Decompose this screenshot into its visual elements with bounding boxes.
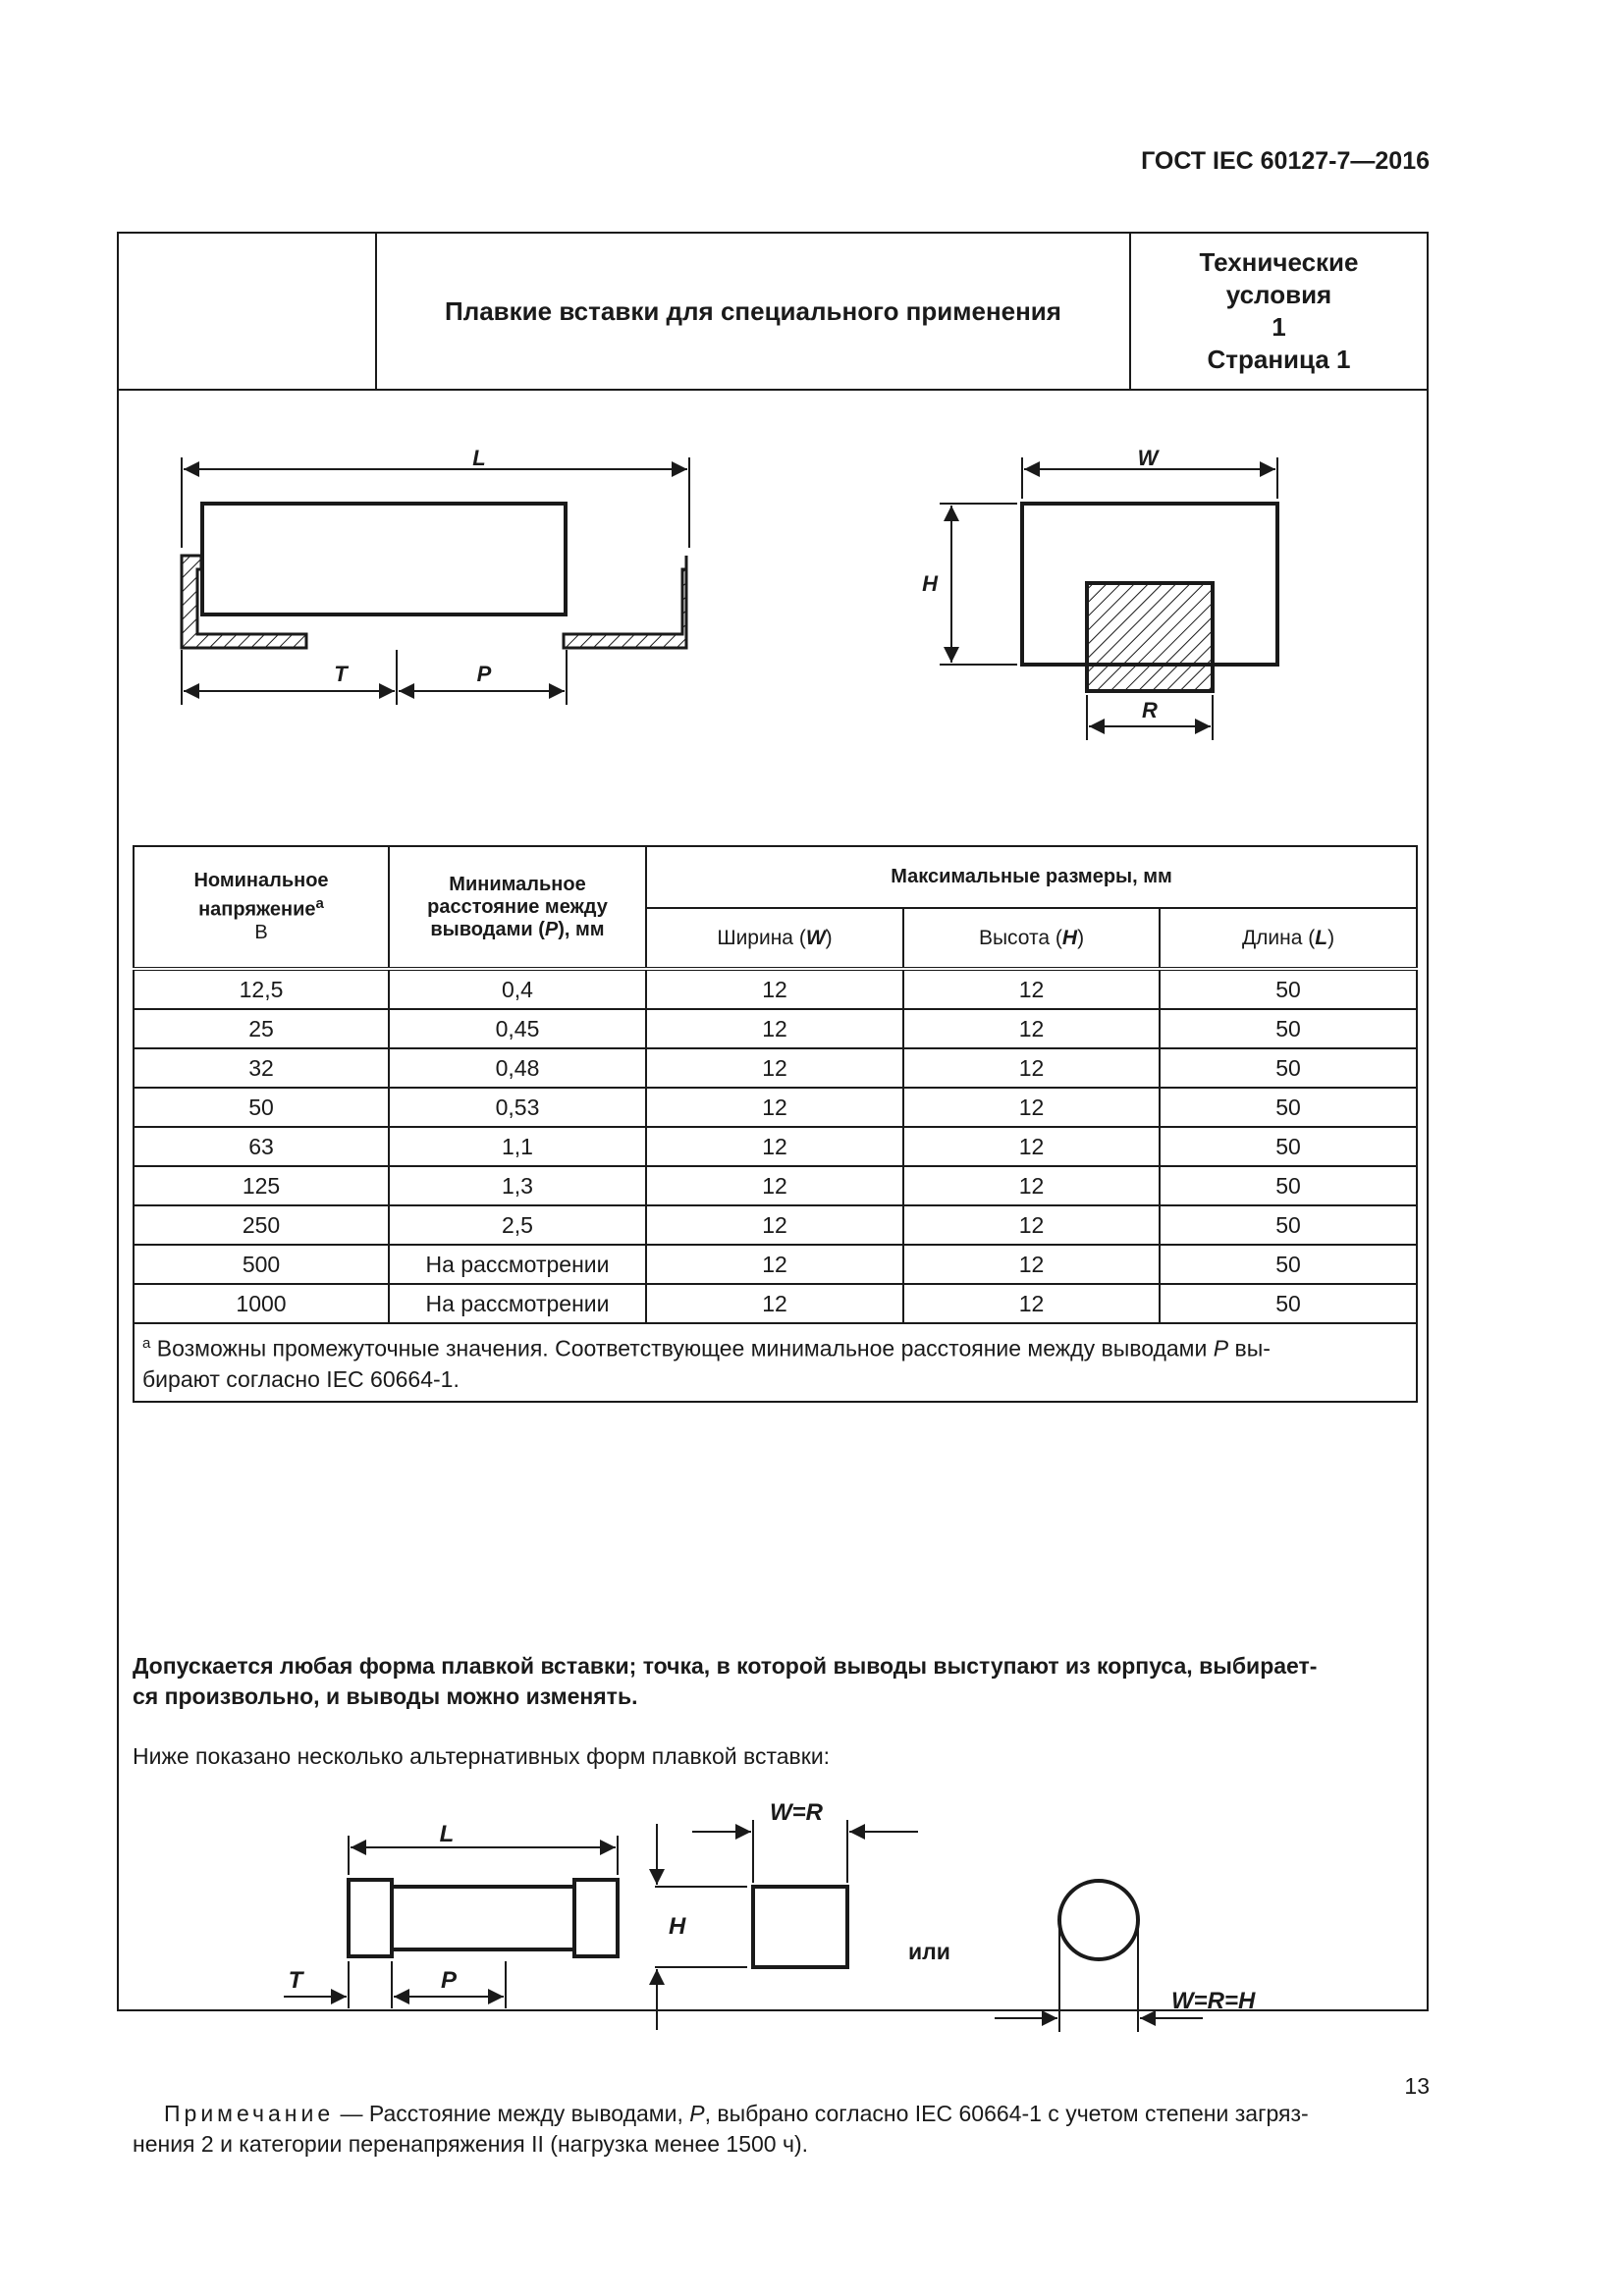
table-row: 500 На рассмотрении 12 12 50 <box>134 1245 1417 1284</box>
label-T: T <box>334 662 348 686</box>
document-frame <box>117 232 1429 2157</box>
alt-label-L: L <box>439 1821 455 1847</box>
col-voltage-header: Номинальное напряжение$^a$ В <box>134 846 389 969</box>
alt-label-H: H <box>669 1913 686 1940</box>
table-row: 125 1,3 12 12 50 <box>134 1166 1417 1205</box>
dimension-T-P <box>182 650 567 705</box>
alt-label-P: P <box>440 1967 458 1994</box>
label-R: R <box>1142 698 1158 722</box>
header-empty-cell <box>119 234 377 389</box>
col-width-header: Ширина (W) <box>646 908 903 969</box>
table-footnote: $^a$ Возможны промежуточные значения. Соответствующее минимальное расстояние между выводами P вы- бирают согласно IEC 60664-1. <box>134 1323 1417 1402</box>
label-W: W <box>1137 446 1159 470</box>
document-code: ГОСТ IEC 60127-7—2016 <box>1141 147 1430 175</box>
alt-label-T: T <box>288 1967 303 1994</box>
header-title: Плавкие вставки для специального применения <box>377 234 1131 389</box>
header-spec-cell <box>1131 234 1427 389</box>
alt-shape-square <box>753 1887 847 1967</box>
table-row: 50 0,53 12 12 50 <box>134 1088 1417 1127</box>
top-figure <box>119 391 1431 783</box>
col-height-header: Высота (H) <box>903 908 1160 969</box>
spec-page-label: Страница 1 <box>1207 345 1351 374</box>
alt-shape-cylinder <box>349 1880 618 1956</box>
page-number: 13 <box>1404 2073 1430 2099</box>
table-row: 25 0,45 12 12 50 <box>134 1009 1417 1048</box>
col-length-header: Длина (L) <box>1160 908 1417 969</box>
table-row: 32 0,48 12 12 50 <box>134 1048 1417 1088</box>
note-paragraph: Примечание — Расстояние между выводами, P, выбрано согласно IEC 60664-1 с учетом степени загряз- нения 2 и категории перенапряжения II (нагрузка менее 1500 ч). <box>133 2101 1309 2157</box>
label-L: L <box>472 446 486 470</box>
table-footnote-row <box>134 1323 1417 1402</box>
alt-label-WRH: W=R=H <box>1171 1988 1256 2014</box>
alt-label-WR: W=R <box>770 1799 823 1826</box>
side-view-body <box>202 504 566 614</box>
table-row: 1000 На рассмотрении 12 12 50 <box>134 1284 1417 1323</box>
spec-line-1: Технические <box>1199 247 1359 277</box>
end-view-lead <box>1087 583 1213 691</box>
label-H: H <box>922 571 938 596</box>
note-label: Примечание <box>164 2101 335 2126</box>
dimensions-table <box>133 845 1418 1403</box>
alt-shape-circle <box>1059 1881 1138 1959</box>
label-P: P <box>476 662 492 686</box>
table-row: 63 1,1 12 12 50 <box>134 1127 1417 1166</box>
alternatives-paragraph: Ниже показано несколько альтернативных форм плавкой вставки: <box>133 1743 831 1769</box>
col-min-distance-header: Минимальное расстояние между выводами (P), мм <box>389 846 646 969</box>
header-row <box>119 234 1427 391</box>
spec-line-2: условия <box>1225 280 1332 309</box>
table-row: 12,5 0,4 12 12 50 <box>134 969 1417 1009</box>
shape-paragraph: Допускается любая форма плавкой вставки; точка, в которой выводы выступают из корпуса, выбирает- ся произвольно, и выводы можно изменять. <box>133 1653 1318 1709</box>
bottom-figure <box>119 1785 1431 2050</box>
spec-number: 1 <box>1272 312 1286 342</box>
col-max-dims-header: Максимальные размеры, мм <box>646 846 1417 908</box>
table-row: 250 2,5 12 12 50 <box>134 1205 1417 1245</box>
or-label: или <box>908 1939 950 1964</box>
